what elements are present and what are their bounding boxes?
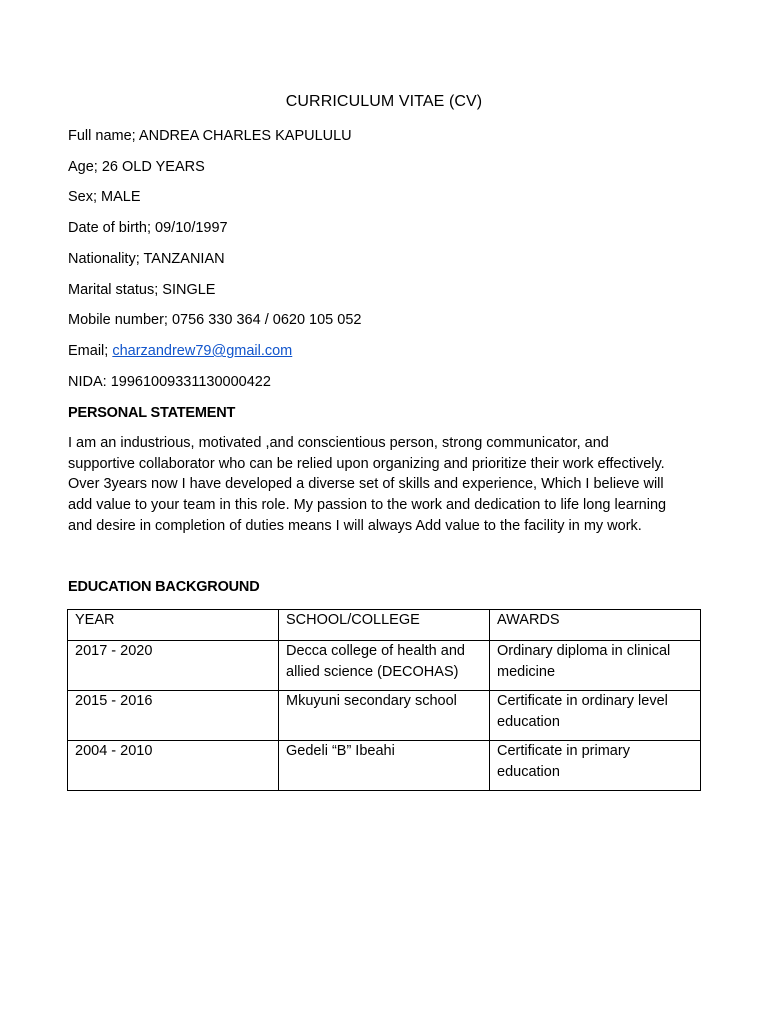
email-label: Email; <box>68 343 113 359</box>
table-cell-year: 2017 - 2020 <box>68 641 279 691</box>
personal-statement-heading: PERSONAL STATEMENT <box>68 405 236 421</box>
table-cell-school: Mkuyuni secondary school <box>279 691 490 741</box>
mobile-line: Mobile number; 0756 330 364 / 0620 105 052 <box>68 312 362 328</box>
table-cell-awards: Certificate in ordinary level education <box>490 691 701 741</box>
dob-line: Date of birth; 09/10/1997 <box>68 220 228 236</box>
age-line: Age; 26 OLD YEARS <box>68 159 205 175</box>
email-line <box>68 343 292 359</box>
table-cell-year: 2004 - 2010 <box>68 741 279 791</box>
nationality-line: Nationality; TANZANIAN <box>68 251 225 267</box>
table-cell-year: 2015 - 2016 <box>68 691 279 741</box>
marital-status-line: Marital status; SINGLE <box>68 282 216 298</box>
full-name-line: Full name; ANDREA CHARLES KAPULULU <box>68 128 352 144</box>
education-table <box>67 609 701 791</box>
table-row <box>68 691 701 741</box>
column-header-awards: AWARDS <box>490 610 701 641</box>
sex-line: Sex; MALE <box>68 189 141 205</box>
column-header-school: SCHOOL/COLLEGE <box>279 610 490 641</box>
table-cell-awards: Certificate in primary education <box>490 741 701 791</box>
personal-statement-text: I am an industrious, motivated ,and conscientious person, strong communicator, and supportive collaborator who can be relied upon organizing and prioritize their work effectively. Over 3years now I have developed a diverse set of skills and experience, Which I believe will add value to your team in this role. My passion to the work and dedication to life long learning and desire in completion of duties means I will always Add value to the facility in my work. <box>68 435 667 534</box>
table-cell-awards: Ordinary diploma in clinical medicine <box>490 641 701 691</box>
page-title: CURRICULUM VITAE (CV) <box>285 93 483 110</box>
nida-line: NIDA: 19961009331130000422 <box>68 374 271 390</box>
table-cell-school: Decca college of health and allied science (DECOHAS) <box>279 641 490 691</box>
column-header-year: YEAR <box>68 610 279 641</box>
table-cell-school: Gedeli “B” Ibeahi <box>279 741 490 791</box>
table-header-row <box>68 610 701 641</box>
education-heading: EDUCATION BACKGROUND <box>68 579 260 595</box>
table-row <box>68 641 701 691</box>
email-link[interactable]: charzandrew79@gmail.com <box>112 343 293 359</box>
table-row <box>68 741 701 791</box>
